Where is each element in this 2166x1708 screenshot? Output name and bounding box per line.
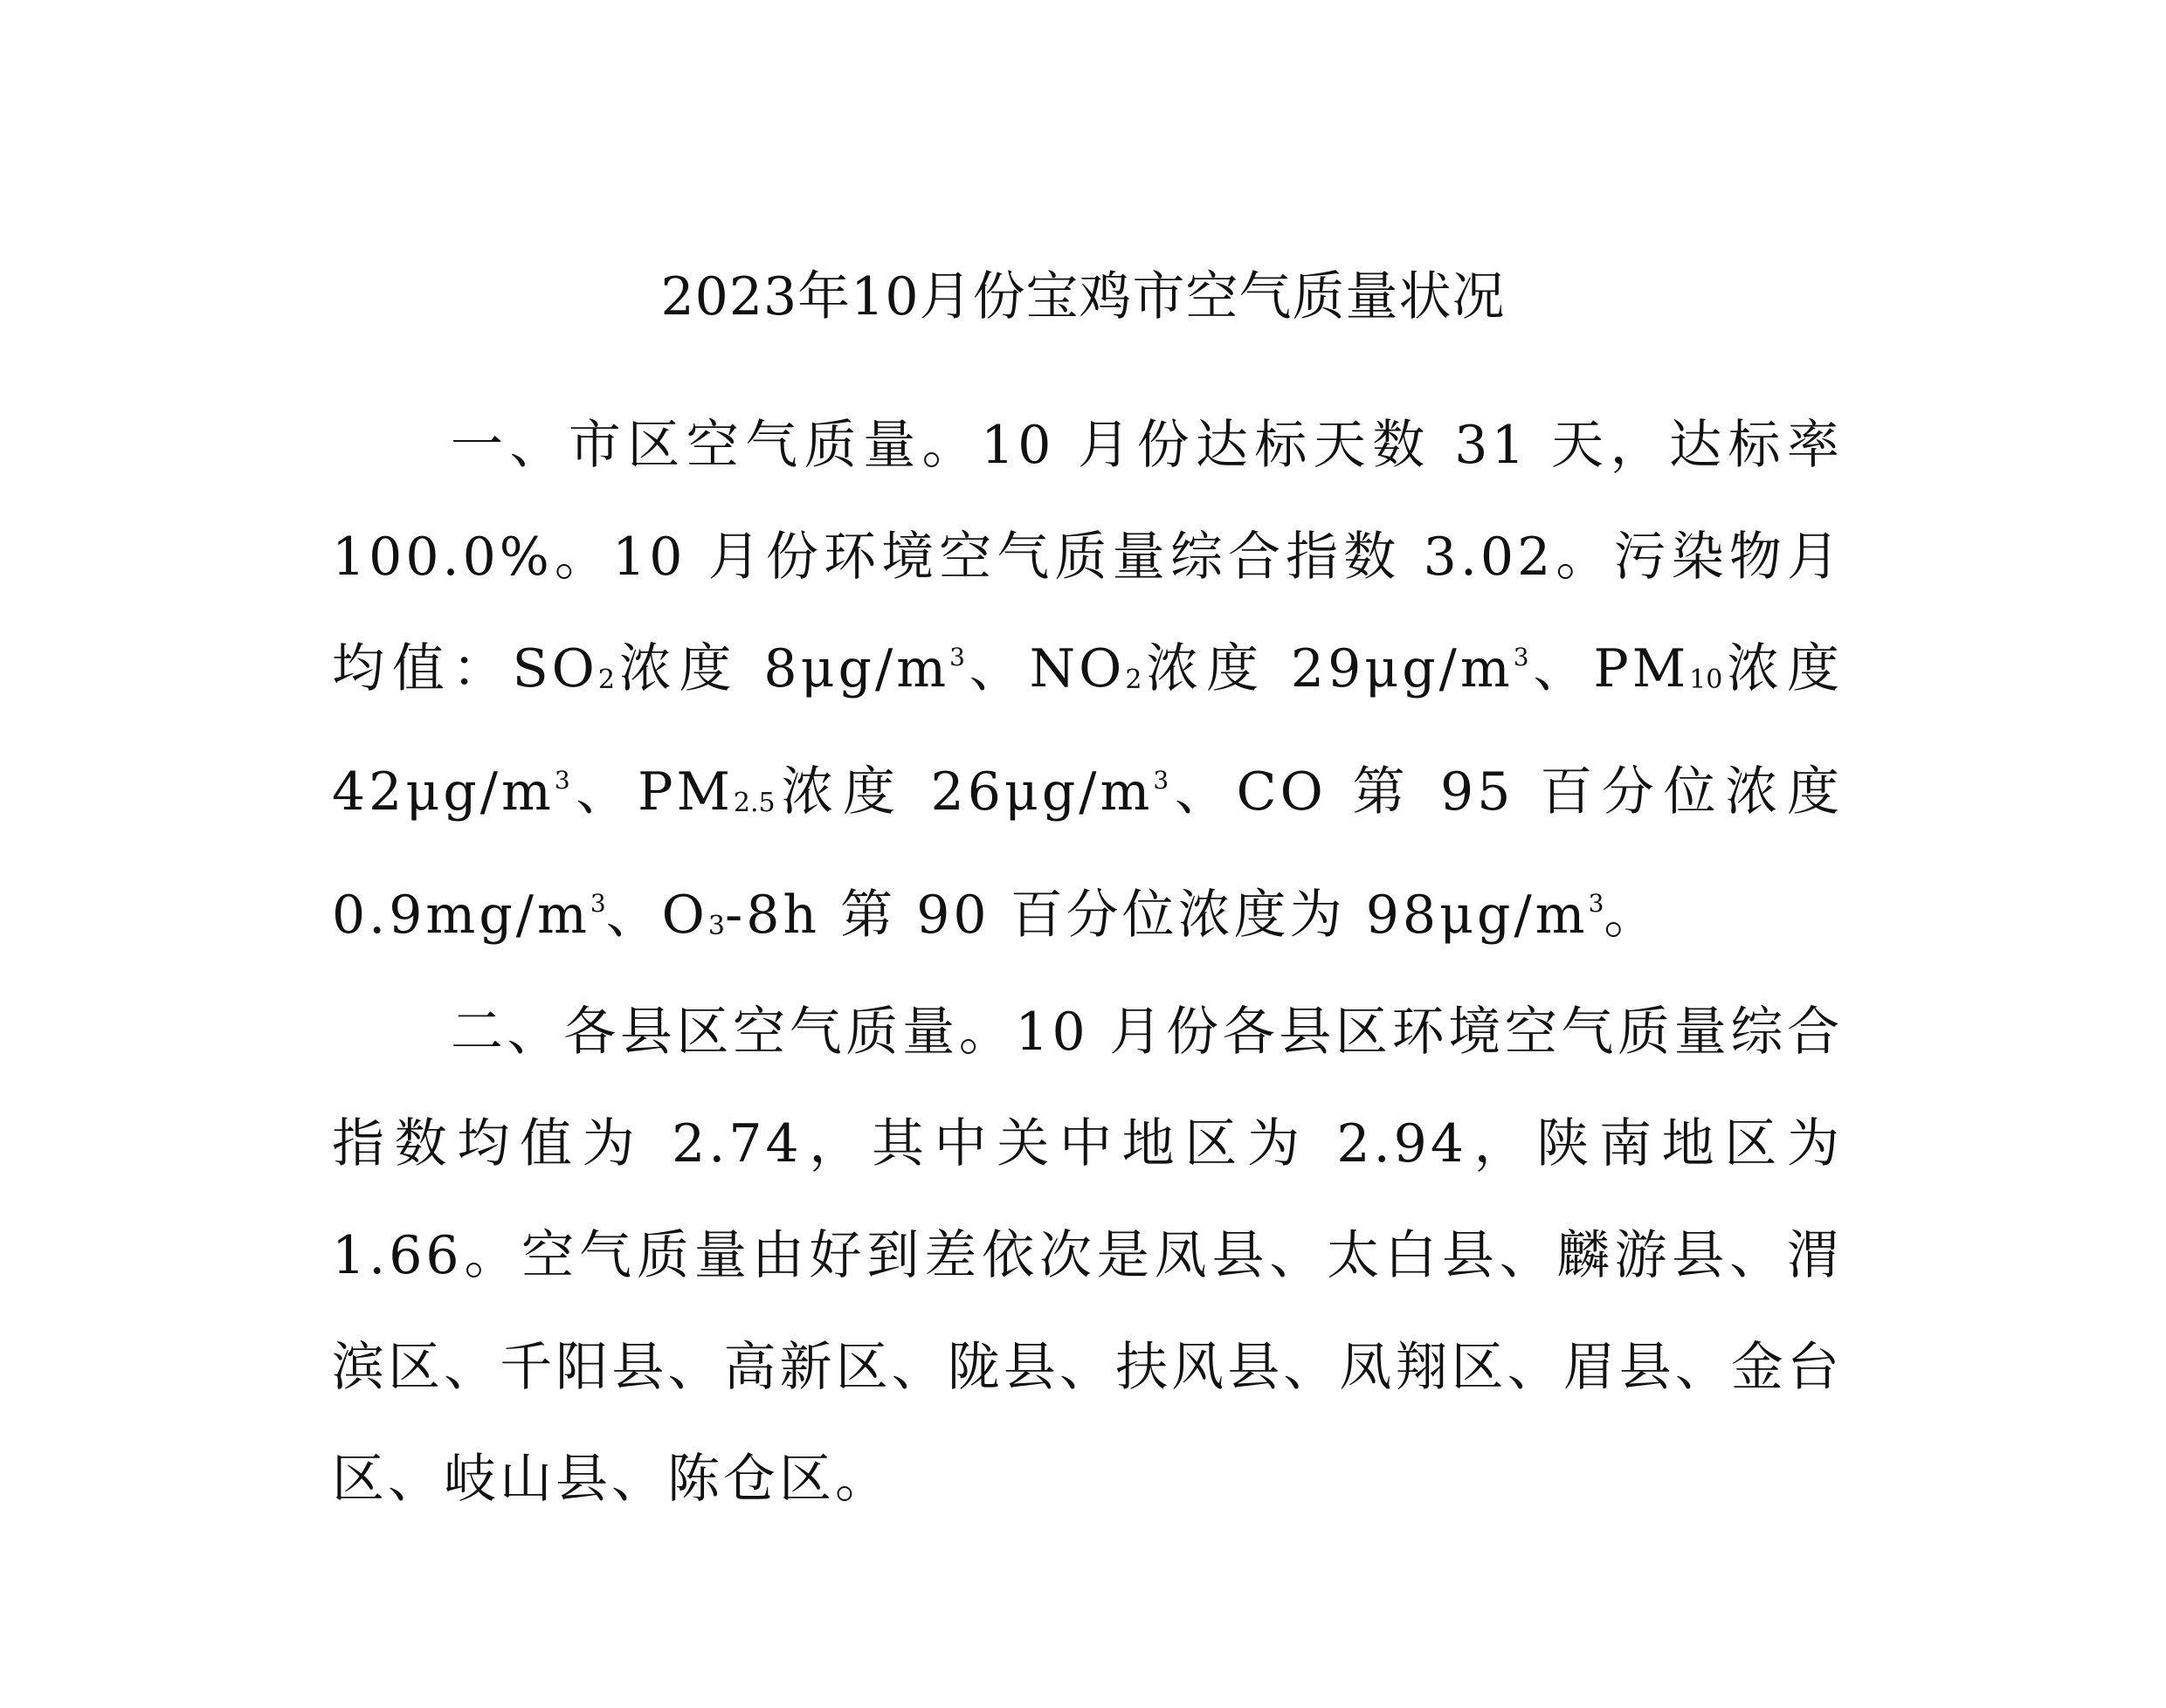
separator-1: 、 xyxy=(964,638,1030,699)
pm10-unit-superscript: 3 xyxy=(554,766,570,795)
pm10-label xyxy=(1593,638,1722,699)
co-unit-superscript: 3 xyxy=(590,889,606,918)
pm25-unit-superscript: 3 xyxy=(1153,766,1169,795)
o3-label xyxy=(606,885,725,946)
pm10-prefix: PM xyxy=(1593,638,1690,699)
no2-unit-superscript: 3 xyxy=(1513,643,1529,671)
pm25-prefix: PM xyxy=(638,761,734,823)
pm25-label xyxy=(638,761,776,823)
co-value: 、CO 第 95 百分位浓度 0.9mg/m xyxy=(332,761,1844,946)
pm10-subscript: 10 xyxy=(1689,665,1723,695)
no2-value: 浓度 29μg/m xyxy=(1142,638,1514,699)
section1-intro: 一、市区空气质量。10 月份达标天数 31 天，达标率 100.0%。10 月份环境空气质量综合指数 3.02。污染物月均值： xyxy=(332,415,1843,699)
so2-value: 浓度 8μg/m xyxy=(614,638,950,699)
o3-value: -8h 第 90 百分位浓度为 98μg/m xyxy=(724,885,1589,946)
pm10-value: 浓度 42μg/m xyxy=(332,638,1844,823)
o3-subscript: 3 xyxy=(707,911,725,941)
no2-subscript: 2 xyxy=(1125,665,1142,695)
separator-3: 、 xyxy=(569,761,638,823)
section1-end: 。 xyxy=(1604,885,1660,946)
pm25-value: 浓度 26μg/m xyxy=(775,761,1154,823)
so2-prefix: SO xyxy=(512,638,598,699)
document-title: 2023年10月份宝鸡市空气质量状况 xyxy=(660,266,1506,327)
paragraph-county-air-quality: 二、各县区空气质量。10 月份各县区环境空气质量综合指数均值为 2.74，其中关中地区为 2.94，陕南地区为 1.66。空气质量由好到差依次是凤县、太白县、麟游县、渭滨区、千阳县、高新区、陇县、扶风县、凤翔区、眉县、金台区、岐山县、陈仓区。 xyxy=(332,1002,1843,1510)
no2-label xyxy=(1030,638,1142,699)
o3-prefix: 、O xyxy=(605,885,708,946)
paragraph-city-air-quality xyxy=(332,389,1843,982)
so2-unit-superscript: 3 xyxy=(949,643,965,671)
no2-prefix: NO xyxy=(1029,638,1126,699)
o3-unit-superscript: 3 xyxy=(1588,889,1604,918)
separator-2: 、 xyxy=(1528,638,1594,699)
so2-label xyxy=(513,638,615,699)
so2-subscript: 2 xyxy=(597,665,615,695)
pm25-subscript: 2.5 xyxy=(733,788,776,818)
